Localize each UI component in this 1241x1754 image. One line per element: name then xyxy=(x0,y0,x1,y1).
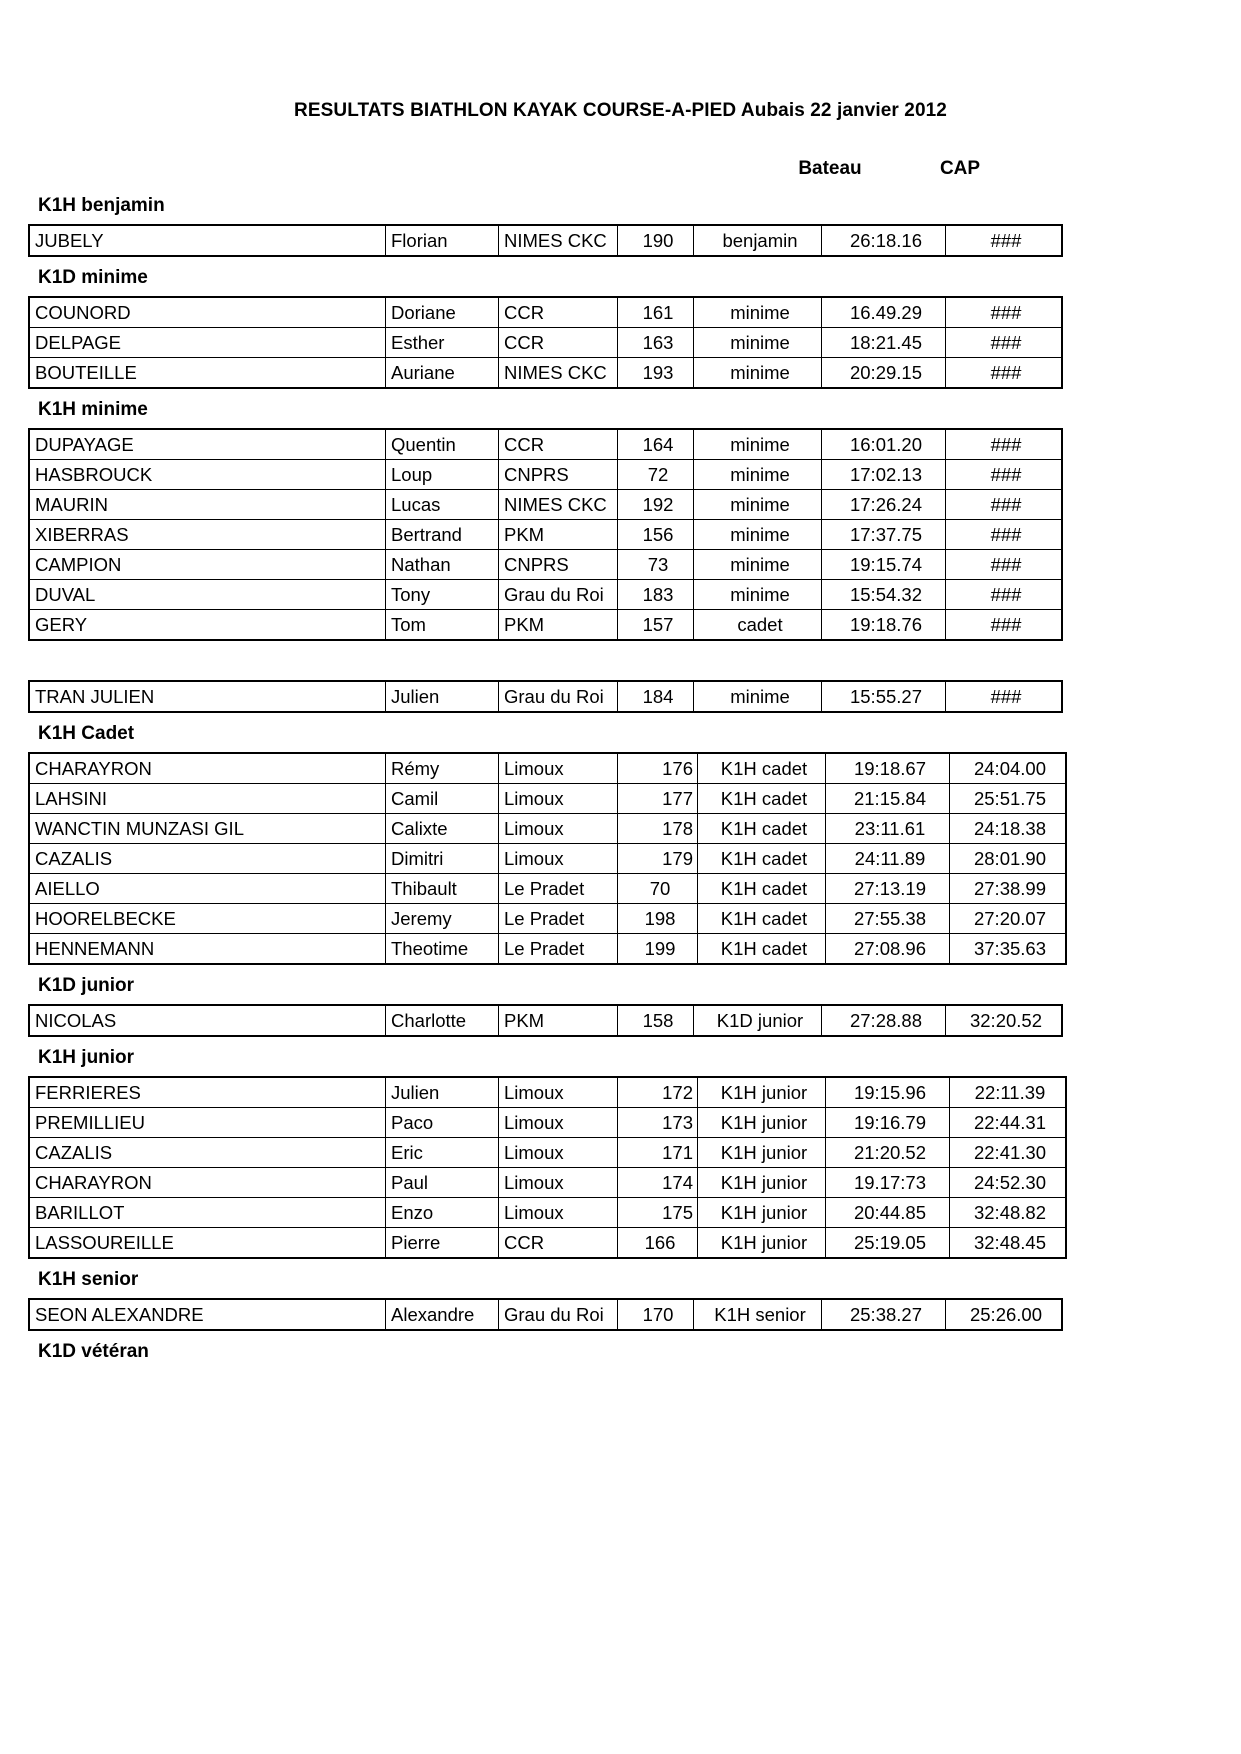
table-row xyxy=(29,1299,1062,1330)
cell-nom: DUPAYAGE xyxy=(29,429,386,460)
cell-bateau: 19.17:73 xyxy=(826,1168,950,1198)
cell-dossard: 164 xyxy=(618,429,694,460)
cell-cap: 37:35.63 xyxy=(950,934,1067,965)
table-row xyxy=(29,904,1066,934)
cell-nom: TRAN JULIEN xyxy=(29,681,386,712)
results-section xyxy=(28,1037,1046,1259)
cell-prenom: Esther xyxy=(386,328,499,358)
cell-prenom: Eric xyxy=(386,1138,499,1168)
results-sections xyxy=(28,185,1046,1370)
cell-nom: HENNEMANN xyxy=(29,934,386,965)
cell-categorie: K1H junior xyxy=(698,1077,826,1108)
cell-club: Limoux xyxy=(499,1138,618,1168)
cell-dossard: 178 xyxy=(618,814,698,844)
table-row xyxy=(29,753,1066,784)
table-row xyxy=(29,297,1062,328)
cell-club: Limoux xyxy=(499,1108,618,1138)
results-section xyxy=(28,1259,1042,1331)
cell-bateau: 26:18.16 xyxy=(822,225,946,256)
cell-categorie: K1H cadet xyxy=(698,934,826,965)
cell-dossard: 73 xyxy=(618,550,694,580)
cell-bateau: 27:28.88 xyxy=(822,1005,946,1036)
cell-bateau: 18:21.45 xyxy=(822,328,946,358)
cell-nom: GERY xyxy=(29,610,386,641)
table-row xyxy=(29,490,1062,520)
cell-dossard: 174 xyxy=(618,1168,698,1198)
cell-nom: PREMILLIEU xyxy=(29,1108,386,1138)
cell-cap: ### xyxy=(946,550,1063,580)
cell-club: CNPRS xyxy=(499,460,618,490)
cell-bateau: 24:11.89 xyxy=(826,844,950,874)
cell-categorie: benjamin xyxy=(694,225,822,256)
cell-dossard: 173 xyxy=(618,1108,698,1138)
table-row xyxy=(29,328,1062,358)
results-section xyxy=(28,389,1028,641)
cell-club: Limoux xyxy=(499,844,618,874)
table-row xyxy=(29,681,1062,712)
cell-cap: ### xyxy=(946,460,1063,490)
cell-categorie: K1H cadet xyxy=(698,784,826,814)
cell-club: Grau du Roi xyxy=(499,580,618,610)
cell-dossard: 158 xyxy=(618,1005,694,1036)
cell-dossard: 172 xyxy=(618,1077,698,1108)
section-title: K1H minime xyxy=(38,399,148,420)
section-title: K1H junior xyxy=(38,1047,135,1068)
results-section xyxy=(28,1331,1028,1370)
table-row xyxy=(29,1138,1066,1168)
table-row xyxy=(29,934,1066,965)
cell-prenom: Bertrand xyxy=(386,520,499,550)
results-section xyxy=(28,713,1046,965)
table-row xyxy=(29,580,1062,610)
results-table xyxy=(28,224,1063,257)
cell-cap: ### xyxy=(946,580,1063,610)
cell-cap: ### xyxy=(946,358,1063,389)
cell-nom: CHARAYRON xyxy=(29,1168,386,1198)
cell-cap: 28:01.90 xyxy=(950,844,1067,874)
cell-prenom: Julien xyxy=(386,1077,499,1108)
cell-cap: ### xyxy=(946,429,1063,460)
cell-dossard: 163 xyxy=(618,328,694,358)
cell-club: PKM xyxy=(499,1005,618,1036)
cell-bateau: 21:20.52 xyxy=(826,1138,950,1168)
table-row xyxy=(29,1168,1066,1198)
page-title: RESULTATS BIATHLON KAYAK COURSE-A-PIED Aubais 22 janvier 2012 xyxy=(294,100,947,121)
table-row xyxy=(29,844,1066,874)
cell-club: Le Pradet xyxy=(499,904,618,934)
cell-cap: 32:48.82 xyxy=(950,1198,1067,1228)
cell-categorie: minime xyxy=(694,460,822,490)
cell-bateau: 19:18.67 xyxy=(826,753,950,784)
cell-categorie: K1D junior xyxy=(694,1005,822,1036)
cell-dossard: 198 xyxy=(618,904,698,934)
cell-prenom: Thibault xyxy=(386,874,499,904)
cell-nom: WANCTIN MUNZASI GIL xyxy=(29,814,386,844)
cell-club: NIMES CKC xyxy=(499,490,618,520)
cell-cap: 32:20.52 xyxy=(946,1005,1063,1036)
cell-club: CCR xyxy=(499,429,618,460)
table-row xyxy=(29,1077,1066,1108)
cell-categorie: minime xyxy=(694,580,822,610)
results-table xyxy=(28,1076,1067,1259)
cell-cap: ### xyxy=(946,297,1063,328)
cell-prenom: Alexandre xyxy=(386,1299,499,1330)
cell-prenom: Charlotte xyxy=(386,1005,499,1036)
cell-club: Limoux xyxy=(499,1077,618,1108)
table-row xyxy=(29,784,1066,814)
cell-cap: 24:52.30 xyxy=(950,1168,1067,1198)
cell-cap: ### xyxy=(946,328,1063,358)
cell-prenom: Julien xyxy=(386,681,499,712)
cell-prenom: Pierre xyxy=(386,1228,499,1259)
section-title: K1D junior xyxy=(38,975,135,996)
cell-prenom: Jeremy xyxy=(386,904,499,934)
section-title: K1H benjamin xyxy=(38,195,165,216)
cell-nom: COUNORD xyxy=(29,297,386,328)
cell-categorie: minime xyxy=(694,520,822,550)
table-row xyxy=(29,520,1062,550)
cell-dossard: 156 xyxy=(618,520,694,550)
cell-dossard: 177 xyxy=(618,784,698,814)
table-row xyxy=(29,610,1062,641)
cell-bateau: 16:01.20 xyxy=(822,429,946,460)
cell-nom: BOUTEILLE xyxy=(29,358,386,389)
cell-cap: ### xyxy=(946,681,1063,712)
cell-prenom: Nathan xyxy=(386,550,499,580)
table-row xyxy=(29,358,1062,389)
cell-nom: HASBROUCK xyxy=(29,460,386,490)
cell-categorie: minime xyxy=(694,429,822,460)
results-section xyxy=(28,185,1028,257)
table-row xyxy=(29,225,1062,256)
cell-prenom: Paco xyxy=(386,1108,499,1138)
cell-nom: CAZALIS xyxy=(29,1138,386,1168)
cell-nom: NICOLAS xyxy=(29,1005,386,1036)
cell-cap: 24:18.38 xyxy=(950,814,1067,844)
cell-cap: 27:38.99 xyxy=(950,874,1067,904)
cell-club: PKM xyxy=(499,520,618,550)
cell-dossard: 183 xyxy=(618,580,694,610)
cell-dossard: 190 xyxy=(618,225,694,256)
cell-cap: ### xyxy=(946,225,1063,256)
cell-club: NIMES CKC xyxy=(499,225,618,256)
cell-nom: CAMPION xyxy=(29,550,386,580)
cell-categorie: K1H cadet xyxy=(698,753,826,784)
cell-categorie: minime xyxy=(694,490,822,520)
cell-categorie: minime xyxy=(694,358,822,389)
cell-prenom: Lucas xyxy=(386,490,499,520)
cell-bateau: 17:02.13 xyxy=(822,460,946,490)
cell-nom: XIBERRAS xyxy=(29,520,386,550)
cell-nom: FERRIERES xyxy=(29,1077,386,1108)
cell-prenom: Doriane xyxy=(386,297,499,328)
cell-dossard: 184 xyxy=(618,681,694,712)
cell-cap: 22:44.31 xyxy=(950,1108,1067,1138)
table-row xyxy=(29,550,1062,580)
cell-bateau: 27:55.38 xyxy=(826,904,950,934)
cell-club: Limoux xyxy=(499,753,618,784)
cell-nom: BARILLOT xyxy=(29,1198,386,1228)
cell-nom: CAZALIS xyxy=(29,844,386,874)
results-section xyxy=(28,257,1028,389)
cell-club: Limoux xyxy=(499,784,618,814)
cell-categorie: K1H junior xyxy=(698,1108,826,1138)
results-table xyxy=(28,296,1063,389)
cell-cap: ### xyxy=(946,520,1063,550)
cell-bateau: 20:29.15 xyxy=(822,358,946,389)
column-header-cap: CAP xyxy=(939,158,981,179)
cell-cap: 25:26.00 xyxy=(946,1299,1063,1330)
cell-club: Grau du Roi xyxy=(499,1299,618,1330)
cell-categorie: minime xyxy=(694,681,822,712)
cell-bateau: 27:08.96 xyxy=(826,934,950,965)
cell-categorie: cadet xyxy=(694,610,822,641)
cell-prenom: Enzo xyxy=(386,1198,499,1228)
cell-prenom: Rémy xyxy=(386,753,499,784)
cell-prenom: Tony xyxy=(386,580,499,610)
cell-dossard: 179 xyxy=(618,844,698,874)
cell-dossard: 72 xyxy=(618,460,694,490)
cell-categorie: minime xyxy=(694,328,822,358)
cell-prenom: Calixte xyxy=(386,814,499,844)
cell-dossard: 176 xyxy=(618,753,698,784)
cell-dossard: 199 xyxy=(618,934,698,965)
results-table xyxy=(28,752,1067,965)
cell-dossard: 157 xyxy=(618,610,694,641)
table-row xyxy=(29,429,1062,460)
column-header-bateau: Bateau xyxy=(798,158,862,179)
cell-bateau: 20:44.85 xyxy=(826,1198,950,1228)
cell-cap: 24:04.00 xyxy=(950,753,1067,784)
cell-cap: 22:41.30 xyxy=(950,1138,1067,1168)
cell-bateau: 16.49.29 xyxy=(822,297,946,328)
cell-club: CNPRS xyxy=(499,550,618,580)
cell-prenom: Quentin xyxy=(386,429,499,460)
cell-prenom: Tom xyxy=(386,610,499,641)
cell-prenom: Theotime xyxy=(386,934,499,965)
cell-bateau: 15:54.32 xyxy=(822,580,946,610)
cell-bateau: 23:11.61 xyxy=(826,814,950,844)
cell-dossard: 193 xyxy=(618,358,694,389)
cell-dossard: 192 xyxy=(618,490,694,520)
cell-categorie: K1H cadet xyxy=(698,814,826,844)
cell-nom: MAURIN xyxy=(29,490,386,520)
cell-cap: 27:20.07 xyxy=(950,904,1067,934)
cell-dossard: 175 xyxy=(618,1198,698,1228)
section-title: K1H senior xyxy=(38,1269,139,1290)
cell-categorie: K1H cadet xyxy=(698,904,826,934)
cell-bateau: 25:38.27 xyxy=(822,1299,946,1330)
cell-nom: LAHSINI xyxy=(29,784,386,814)
cell-bateau: 19:18.76 xyxy=(822,610,946,641)
table-row xyxy=(29,814,1066,844)
cell-categorie: K1H junior xyxy=(698,1198,826,1228)
cell-prenom: Florian xyxy=(386,225,499,256)
cell-categorie: minime xyxy=(694,297,822,328)
table-row xyxy=(29,874,1066,904)
cell-dossard: 171 xyxy=(618,1138,698,1168)
column-headers xyxy=(0,158,1040,184)
cell-nom: CHARAYRON xyxy=(29,753,386,784)
cell-club: Le Pradet xyxy=(499,934,618,965)
cell-club: Limoux xyxy=(499,814,618,844)
cell-cap: ### xyxy=(946,610,1063,641)
cell-club: Limoux xyxy=(499,1198,618,1228)
cell-bateau: 21:15.84 xyxy=(826,784,950,814)
cell-categorie: minime xyxy=(694,550,822,580)
cell-bateau: 25:19.05 xyxy=(826,1228,950,1259)
cell-categorie: K1H cadet xyxy=(698,844,826,874)
cell-categorie: K1H cadet xyxy=(698,874,826,904)
cell-nom: JUBELY xyxy=(29,225,386,256)
cell-prenom: Camil xyxy=(386,784,499,814)
cell-categorie: K1H junior xyxy=(698,1228,826,1259)
results-table xyxy=(28,680,1063,713)
table-row xyxy=(29,460,1062,490)
cell-dossard: 70 xyxy=(618,874,698,904)
cell-bateau: 19:15.74 xyxy=(822,550,946,580)
table-row xyxy=(29,1005,1062,1036)
cell-dossard: 161 xyxy=(618,297,694,328)
cell-prenom: Dimitri xyxy=(386,844,499,874)
table-row xyxy=(29,1228,1066,1259)
cell-prenom: Auriane xyxy=(386,358,499,389)
cell-bateau: 27:13.19 xyxy=(826,874,950,904)
cell-categorie: K1H junior xyxy=(698,1168,826,1198)
cell-club: CCR xyxy=(499,1228,618,1259)
cell-club: NIMES CKC xyxy=(499,358,618,389)
cell-nom: DELPAGE xyxy=(29,328,386,358)
cell-dossard: 166 xyxy=(618,1228,698,1259)
cell-cap: 25:51.75 xyxy=(950,784,1067,814)
cell-club: CCR xyxy=(499,297,618,328)
cell-bateau: 15:55.27 xyxy=(822,681,946,712)
cell-categorie: K1H senior xyxy=(694,1299,822,1330)
cell-categorie: K1H junior xyxy=(698,1138,826,1168)
section-title: K1D minime xyxy=(38,267,148,288)
cell-dossard: 170 xyxy=(618,1299,694,1330)
cell-cap: 32:48.45 xyxy=(950,1228,1067,1259)
cell-club: Grau du Roi xyxy=(499,681,618,712)
table-row xyxy=(29,1198,1066,1228)
cell-cap: 22:11.39 xyxy=(950,1077,1067,1108)
cell-prenom: Paul xyxy=(386,1168,499,1198)
cell-bateau: 19:16.79 xyxy=(826,1108,950,1138)
cell-cap: ### xyxy=(946,490,1063,520)
cell-club: Le Pradet xyxy=(499,874,618,904)
results-table xyxy=(28,1004,1063,1037)
cell-club: Limoux xyxy=(499,1168,618,1198)
cell-prenom: Loup xyxy=(386,460,499,490)
results-section xyxy=(28,641,1028,713)
cell-nom: LASSOUREILLE xyxy=(29,1228,386,1259)
cell-nom: SEON ALEXANDRE xyxy=(29,1299,386,1330)
results-section xyxy=(28,965,1042,1037)
results-table xyxy=(28,428,1063,641)
section-title: K1D vétéran xyxy=(38,1341,149,1362)
cell-club: CCR xyxy=(499,328,618,358)
cell-nom: DUVAL xyxy=(29,580,386,610)
cell-bateau: 17:37.75 xyxy=(822,520,946,550)
cell-club: PKM xyxy=(499,610,618,641)
results-table xyxy=(28,1298,1063,1331)
cell-bateau: 17:26.24 xyxy=(822,490,946,520)
cell-nom: AIELLO xyxy=(29,874,386,904)
cell-bateau: 19:15.96 xyxy=(826,1077,950,1108)
section-title: K1H Cadet xyxy=(38,723,135,744)
table-row xyxy=(29,1108,1066,1138)
cell-nom: HOORELBECKE xyxy=(29,904,386,934)
